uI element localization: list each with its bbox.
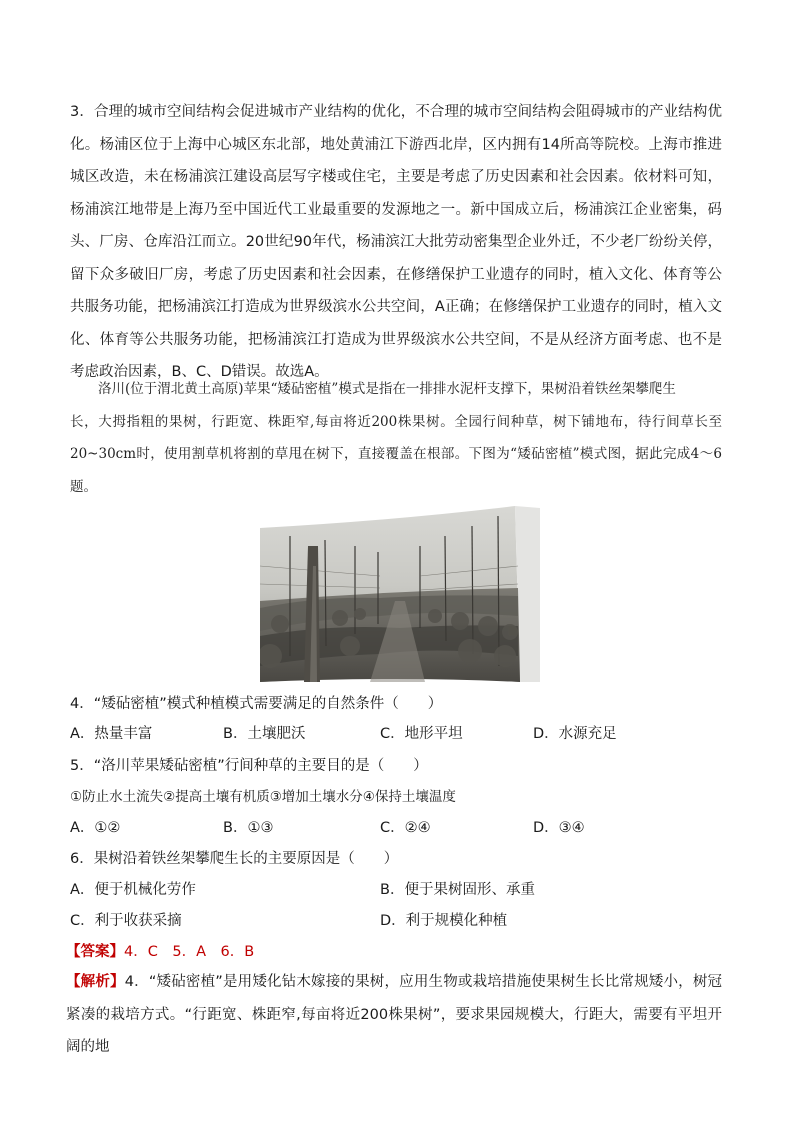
q5-option-b: B．①③ [223, 820, 274, 836]
intro-first-line: 洛川(位于渭北黄土高原)苹果“矮砧密植”模式是指在一排排水泥杆支撑下，果树沿着铁丝架攀爬生 [98, 381, 676, 397]
q3-explanation-text: 3．合理的城市空间结构会促进城市产业结构的优化，不合理的城市空间结构会阻碍城市的产业结构优化。杨浦区位于上海中心城区东北部，地处黄浦江下游西北岸，区内拥有14所高等院校。上海市推进城区改造，未在杨浦滨江建设高层写字楼或住宅，主要是考虑了历史因素和社会因素。依材料可知，杨浦滨江地带是上海乃至中国近代工业最重要的发源地之一。新中国成立后，杨浦滨江企业密集，码头、厂房、仓库沿江而立。20世纪90年代，杨浦滨江大批劳动密集型企业外迁，不少老厂纷纷关停，留下众多破旧厂房，考虑了历史因素和社会因素，在修缮保护工业遗存的同时，植入文化、体育等公共服务功能，把杨浦滨江打造成为世界级滨水公共空间，A正确；在修缮保护工业遗存的同时，植入文化、体育等公共服务功能，把杨浦滨江打造成为世界级滨水公共空间，不是从经济方面考虑、也不是考虑政治因素，B、C、D错误。故选A。 [70, 104, 722, 380]
q6-option-d: D．利于规模化种植 [380, 913, 508, 929]
q5-option-d: D．③④ [533, 820, 585, 836]
q4-option-c: C．地形平坦 [380, 726, 463, 742]
question-5-stem: 5．“洛川苹果矮砧密植”行间种草的主要目的是（ ） [70, 758, 428, 774]
q3-explanation-paragraph [70, 96, 722, 389]
question-6-stem: 6．果树沿着铁丝架攀爬生长的主要原因是（ ） [70, 851, 399, 867]
q5-option-a: A．①② [70, 820, 121, 836]
analysis-label: 【解析】 [66, 974, 125, 990]
answer-line [66, 942, 254, 962]
analysis-paragraph [66, 966, 722, 1064]
orchard-photo [260, 506, 540, 682]
q6-option-b: B．便于果树固形、承重 [380, 882, 535, 898]
question-4-stem: 4．“矮砧密植”模式种植模式需要满足的自然条件（ ） [70, 696, 443, 712]
analysis-text: 4．“矮砧密植”是用矮化钻木嫁接的果树，应用生物或栽培措施使果树生长比常规矮小，树冠紧凑的栽培方式。“行距宽、株距窄,每亩将近200株果树”，要求果园规模大，行距大，需要有平坦开阔的地 [66, 974, 722, 1055]
intro-rest: 长，大拇指粗的果树，行距宽、株距窄,每亩将近200株果树。全园行间种草，树下铺地布，待行间草长至20~30cm时，使用割草机将割的草甩在树下，直接覆盖在根部。下图为“矮砧密植”模式图，据此完成4～6题。 [70, 413, 722, 495]
q4-6-intro-paragraph [70, 373, 722, 503]
answer-text: 4．C 5．A 6．B [124, 944, 255, 960]
q4-option-b: B．土壤肥沃 [223, 726, 306, 742]
q4-option-a: A．热量丰富 [70, 726, 153, 742]
q6-option-c: C．利于收获采摘 [70, 913, 182, 929]
q4-option-d: D．水源充足 [533, 726, 617, 742]
q5-statement-items: ①防止水土流失②提高土壤有机质③增加土壤水分④保持土壤温度 [70, 789, 456, 805]
q5-option-c: C．②④ [380, 820, 431, 836]
answer-label: 【答案】 [66, 944, 124, 960]
q6-option-a: A．便于机械化劳作 [70, 882, 196, 898]
